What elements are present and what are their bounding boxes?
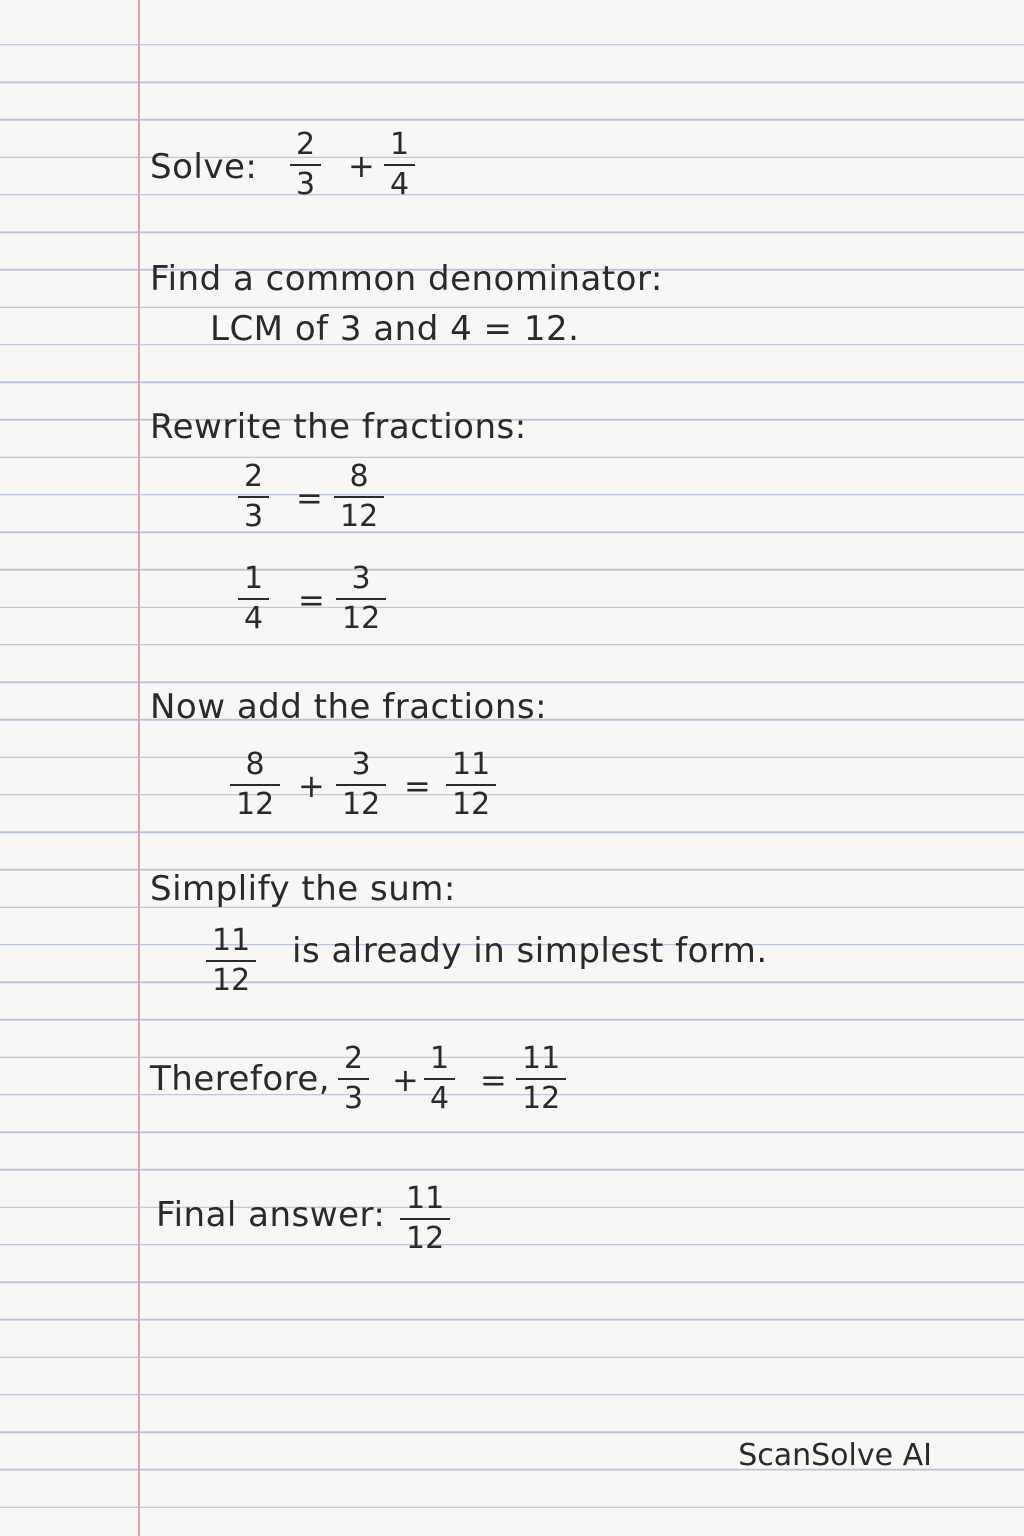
- rewrite-row1-left: [240, 459, 267, 534]
- numerator: 1: [390, 127, 410, 162]
- plus-sign: +: [392, 1061, 419, 1099]
- margin-line: [138, 0, 140, 1536]
- equals-sign: =: [404, 767, 431, 805]
- rewrite-row2-right: [338, 561, 384, 636]
- equals-sign: =: [480, 1061, 507, 1099]
- numerator: 3: [351, 561, 371, 596]
- denominator: 3: [244, 499, 264, 534]
- lcm-statement: LCM of 3 and 4 = 12.: [210, 309, 580, 349]
- denominator: 4: [390, 167, 410, 202]
- therefore-fraction-2: [426, 1041, 453, 1116]
- plus-sign: +: [348, 147, 375, 185]
- solve-fraction-2: [386, 127, 413, 202]
- denominator: 12: [212, 963, 251, 998]
- common-denominator-heading: Find a common denominator:: [150, 259, 663, 299]
- numerator: 2: [296, 127, 316, 162]
- denominator: 3: [344, 1081, 364, 1116]
- numerator: 11: [212, 923, 251, 958]
- denominator: 12: [342, 787, 381, 822]
- add-fraction-1: [232, 747, 278, 822]
- rewrite-heading: Rewrite the fractions:: [150, 407, 527, 447]
- therefore-fraction-1: [340, 1041, 367, 1116]
- simplify-heading: Simplify the sum:: [150, 869, 456, 909]
- add-result: [448, 747, 494, 822]
- denominator: 12: [452, 787, 491, 822]
- rewrite-row1-right: [336, 459, 382, 534]
- solve-fraction-1: [292, 127, 319, 202]
- plus-sign: +: [298, 767, 325, 805]
- add-fraction-2: [338, 747, 384, 822]
- numerator: 8: [245, 747, 265, 782]
- rewrite-row2-left: [240, 561, 267, 636]
- therefore-label: Therefore,: [150, 1059, 331, 1099]
- denominator: 4: [430, 1081, 450, 1116]
- brand-watermark: ScanSolve AI: [738, 1438, 932, 1473]
- simplify-fraction: [208, 923, 254, 998]
- numerator: 2: [344, 1041, 364, 1076]
- numerator: 3: [351, 747, 371, 782]
- numerator: 11: [406, 1181, 445, 1216]
- denominator: 12: [340, 499, 379, 534]
- therefore-result: [518, 1041, 564, 1116]
- final-answer-fraction: [402, 1181, 448, 1256]
- denominator: 12: [236, 787, 275, 822]
- simplest-form-note: is already in simplest form.: [292, 931, 768, 971]
- numerator: 11: [452, 747, 491, 782]
- numerator: 8: [349, 459, 369, 494]
- denominator: 3: [296, 167, 316, 202]
- solve-label: Solve:: [150, 147, 258, 187]
- numerator: 11: [522, 1041, 561, 1076]
- equals-sign: =: [298, 581, 325, 619]
- denominator: 4: [244, 601, 264, 636]
- add-heading: Now add the fractions:: [150, 687, 548, 727]
- numerator: 1: [244, 561, 264, 596]
- final-answer-label: Final answer:: [156, 1195, 386, 1235]
- denominator: 12: [522, 1081, 561, 1116]
- denominator: 12: [342, 601, 381, 636]
- equals-sign: =: [296, 479, 323, 517]
- numerator: 2: [244, 459, 264, 494]
- numerator: 1: [430, 1041, 450, 1076]
- denominator: 12: [406, 1221, 445, 1256]
